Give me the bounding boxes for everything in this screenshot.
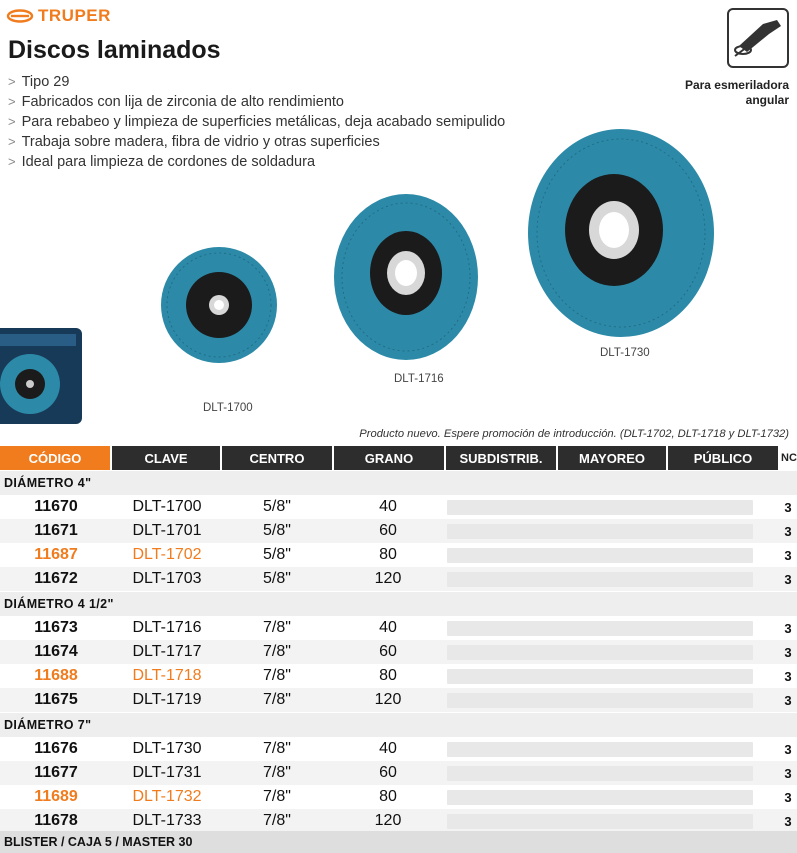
cell-code: 11672 (34, 570, 78, 587)
section-title: DIÁMETRO 4 1/2" (0, 592, 797, 616)
cell-code: 11687 (34, 546, 78, 563)
bullet-icon: > (8, 134, 16, 149)
cell-code: 11674 (34, 643, 78, 660)
cell-centro: 7/8" (263, 667, 291, 684)
header-nc: NC (779, 446, 797, 470)
disc-image-dlt-1730 (527, 128, 715, 338)
section-title: DIÁMETRO 7" (0, 713, 797, 737)
feature-item: > Para rebabeo y limpieza de superficies metálicas, deja acabado semipulido (8, 114, 506, 130)
table-row-new (0, 543, 797, 567)
cell-centro: 5/8" (263, 546, 291, 563)
cell-clave: DLT-1733 (132, 812, 202, 829)
truper-logo (6, 6, 111, 26)
cell-grano: 60 (379, 522, 397, 539)
cell-code: 11689 (34, 788, 78, 805)
header-mayoreo: MAYOREO (558, 446, 666, 470)
cell-code: 11678 (34, 812, 78, 829)
table-row (0, 809, 797, 833)
price-placeholder (447, 742, 753, 757)
price-placeholder (447, 693, 753, 708)
feature-item: > Trabaja sobre madera, fibra de vidrio y otras superficies (8, 134, 380, 150)
cell-nc: 3 (784, 499, 792, 515)
cell-code: 11676 (34, 740, 78, 757)
cell-nc: 3 (784, 789, 792, 805)
header-grano: GRANO (334, 446, 444, 470)
feature-list (8, 72, 505, 172)
table-row (0, 761, 797, 785)
table-row (0, 737, 797, 761)
cell-centro: 7/8" (263, 740, 291, 757)
cell-clave: DLT-1731 (132, 764, 202, 781)
cell-centro: 7/8" (263, 691, 291, 708)
cell-centro: 5/8" (263, 570, 291, 587)
price-placeholder (447, 669, 753, 684)
table-row-new (0, 664, 797, 688)
cell-nc: 3 (784, 692, 792, 708)
cell-nc: 3 (784, 523, 792, 539)
cell-centro: 7/8" (263, 643, 291, 660)
table-header (0, 446, 797, 471)
cell-grano: 80 (379, 788, 397, 805)
angle-grinder-icon (727, 8, 789, 68)
table-row (0, 567, 797, 591)
cell-nc: 3 (784, 571, 792, 587)
cell-grano: 60 (379, 764, 397, 781)
disc-image-dlt-1716 (333, 193, 479, 361)
cell-code: 11673 (34, 619, 78, 636)
price-placeholder (447, 572, 753, 587)
cell-clave: DLT-1702 (132, 546, 202, 563)
cell-centro: 7/8" (263, 788, 291, 805)
price-placeholder (447, 766, 753, 781)
price-table (0, 446, 797, 471)
cell-clave: DLT-1718 (132, 667, 202, 684)
cell-grano: 60 (379, 643, 397, 660)
cell-clave: DLT-1730 (132, 740, 202, 757)
disc-caption: DLT-1730 (600, 347, 650, 359)
bullet-icon: > (8, 74, 16, 89)
cell-grano: 40 (379, 740, 397, 757)
cell-clave: DLT-1716 (132, 619, 202, 636)
table-row (0, 616, 797, 640)
cell-nc: 3 (784, 620, 792, 636)
cell-clave: DLT-1717 (132, 643, 202, 660)
price-placeholder (447, 814, 753, 829)
cell-grano: 120 (374, 691, 402, 708)
disc-caption: DLT-1700 (203, 402, 253, 414)
cell-clave: DLT-1701 (132, 522, 202, 539)
cell-centro: 5/8" (263, 522, 291, 539)
cell-nc: 3 (784, 813, 792, 829)
tool-label: Para esmeriladora angular (684, 78, 789, 107)
price-placeholder (447, 621, 753, 636)
cell-grano: 80 (379, 667, 397, 684)
table-row (0, 688, 797, 712)
bullet-icon: > (8, 154, 16, 169)
table-row (0, 495, 797, 519)
packaging-footer: BLISTER / CAJA 5 / MASTER 30 (0, 831, 797, 853)
header-subdistrib: SUBDISTRIB. (446, 446, 556, 470)
cell-nc: 3 (784, 668, 792, 684)
cell-code: 11677 (34, 764, 78, 781)
cell-grano: 120 (374, 812, 402, 829)
cell-grano: 40 (379, 619, 397, 636)
table-row (0, 640, 797, 664)
header-codigo: CÓDIGO (0, 446, 110, 470)
header-publico: PÚBLICO (668, 446, 778, 470)
cell-code: 11671 (34, 522, 78, 539)
cell-code: 11675 (34, 691, 78, 708)
cell-clave: DLT-1732 (132, 788, 202, 805)
cell-nc: 3 (784, 644, 792, 660)
cell-centro: 7/8" (263, 619, 291, 636)
feature-item: > Fabricados con lija de zirconia de alto rendimiento (8, 94, 344, 110)
cell-centro: 7/8" (263, 764, 291, 781)
feature-item: > Ideal para limpieza de cordones de soldadura (8, 154, 316, 170)
blister-pack-image (0, 326, 84, 426)
cell-clave: DLT-1719 (132, 691, 202, 708)
bullet-icon: > (8, 114, 16, 129)
price-placeholder (447, 548, 753, 563)
price-placeholder (447, 645, 753, 660)
table-row-new (0, 785, 797, 809)
cell-centro: 7/8" (263, 812, 291, 829)
header-centro: CENTRO (222, 446, 332, 470)
cell-clave: DLT-1703 (132, 570, 202, 587)
price-placeholder (447, 524, 753, 539)
cell-clave: DLT-1700 (132, 498, 202, 515)
cell-nc: 3 (784, 547, 792, 563)
bullet-icon: > (8, 94, 16, 109)
disc-image-dlt-1700 (160, 246, 278, 364)
page-title: Discos laminados (8, 36, 221, 64)
section-title: DIÁMETRO 4" (0, 471, 797, 495)
cell-centro: 5/8" (263, 498, 291, 515)
cell-nc: 3 (784, 741, 792, 757)
table-row (0, 519, 797, 543)
truper-logo-mark-icon (6, 9, 34, 23)
cell-grano: 80 (379, 546, 397, 563)
cell-code: 11688 (34, 667, 78, 684)
feature-item: > Tipo 29 (8, 74, 70, 90)
cell-code: 11670 (34, 498, 78, 515)
cell-grano: 40 (379, 498, 397, 515)
cell-nc: 3 (784, 765, 792, 781)
logo-text: TRUPER (38, 6, 111, 25)
price-placeholder (447, 500, 753, 515)
header-clave: CLAVE (112, 446, 220, 470)
disc-caption: DLT-1716 (394, 373, 444, 385)
promo-note: Producto nuevo. Espere promoción de introducción. (DLT-1702, DLT-1718 y DLT-1732) (359, 428, 789, 440)
price-placeholder (447, 790, 753, 805)
cell-grano: 120 (374, 570, 402, 587)
